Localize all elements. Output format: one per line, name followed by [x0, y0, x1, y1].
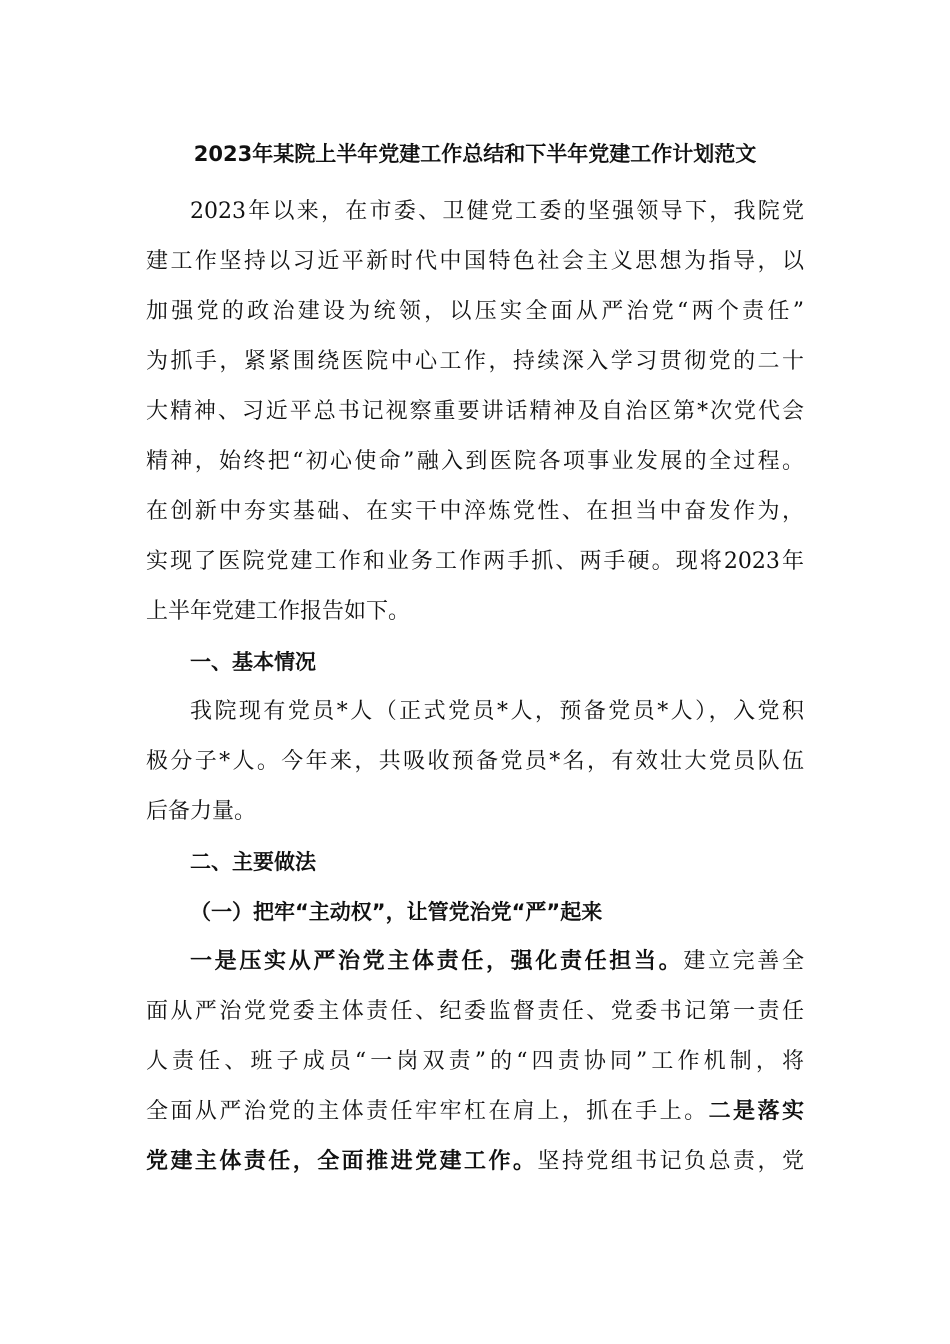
section-heading-practices: 二、主要做法 [190, 850, 316, 874]
text-run: 全面从严治党的主体责任牢牢杠在肩上，抓在手上。 [146, 1099, 709, 1124]
subsection-heading: （一）把牢“主动权”，让管党治党“严”起来 [190, 900, 603, 924]
text-run: 建立完善全 [683, 949, 804, 974]
text-line: 建工作坚持以习近平新时代中国特色社会主义思想为指导，以 [146, 249, 804, 274]
text-line [146, 1087, 804, 1137]
text-line: 在创新中夯实基础、在实干中淬炼党性、在担当中奋发作为， [146, 499, 804, 524]
section-heading-basic: 一、基本情况 [190, 650, 316, 674]
text-run: 坚持党组书记负总责，党 [537, 1149, 804, 1174]
responsibility-paragraph [146, 937, 804, 1187]
text-line: 面从严治党党委主体责任、纪委监督责任、党委书记第一责任 [146, 999, 804, 1024]
bold-lead: 二是落实 [708, 1099, 804, 1124]
text-line: 为抓手，紧紧围绕医院中心工作，持续深入学习贯彻党的二十 [146, 349, 804, 374]
intro-paragraph [146, 187, 804, 637]
bold-lead: 党建主体责任，全面推进党建工作。 [146, 1149, 538, 1174]
document-title: 2023年某院上半年党建工作总结和下半年党建工作计划范文 [193, 142, 757, 166]
text-line: 加强党的政治建设为统领，以压实全面从严治党“两个责任” [146, 299, 804, 324]
text-line: 实现了医院党建工作和业务工作两手抓、两手硬。现将2023年 [146, 549, 804, 574]
basic-info-paragraph [146, 687, 804, 837]
text-line: 人责任、班子成员“一岗双责”的“四责协同”工作机制，将 [146, 1049, 804, 1074]
text-line [146, 937, 804, 987]
text-line: 后备力量。 [146, 799, 257, 824]
text-line: 极分子*人。今年来，共吸收预备党员*名，有效壮大党员队伍 [146, 749, 804, 774]
text-line: 2023年以来，在市委、卫健党工委的坚强领导下，我院党 [190, 199, 804, 224]
text-line: 大精神、习近平总书记视察重要讲话精神及自治区第*次党代会 [146, 399, 804, 424]
bold-lead: 一是压实从严治党主体责任，强化责任担当。 [190, 949, 684, 974]
text-line [146, 1137, 804, 1187]
text-line: 我院现有党员*人（正式党员*人，预备党员*人），入党积 [190, 699, 804, 724]
text-line: 精神，始终把“初心使命”融入到医院各项事业发展的全过程。 [146, 449, 804, 474]
text-line: 上半年党建工作报告如下。 [146, 599, 411, 624]
